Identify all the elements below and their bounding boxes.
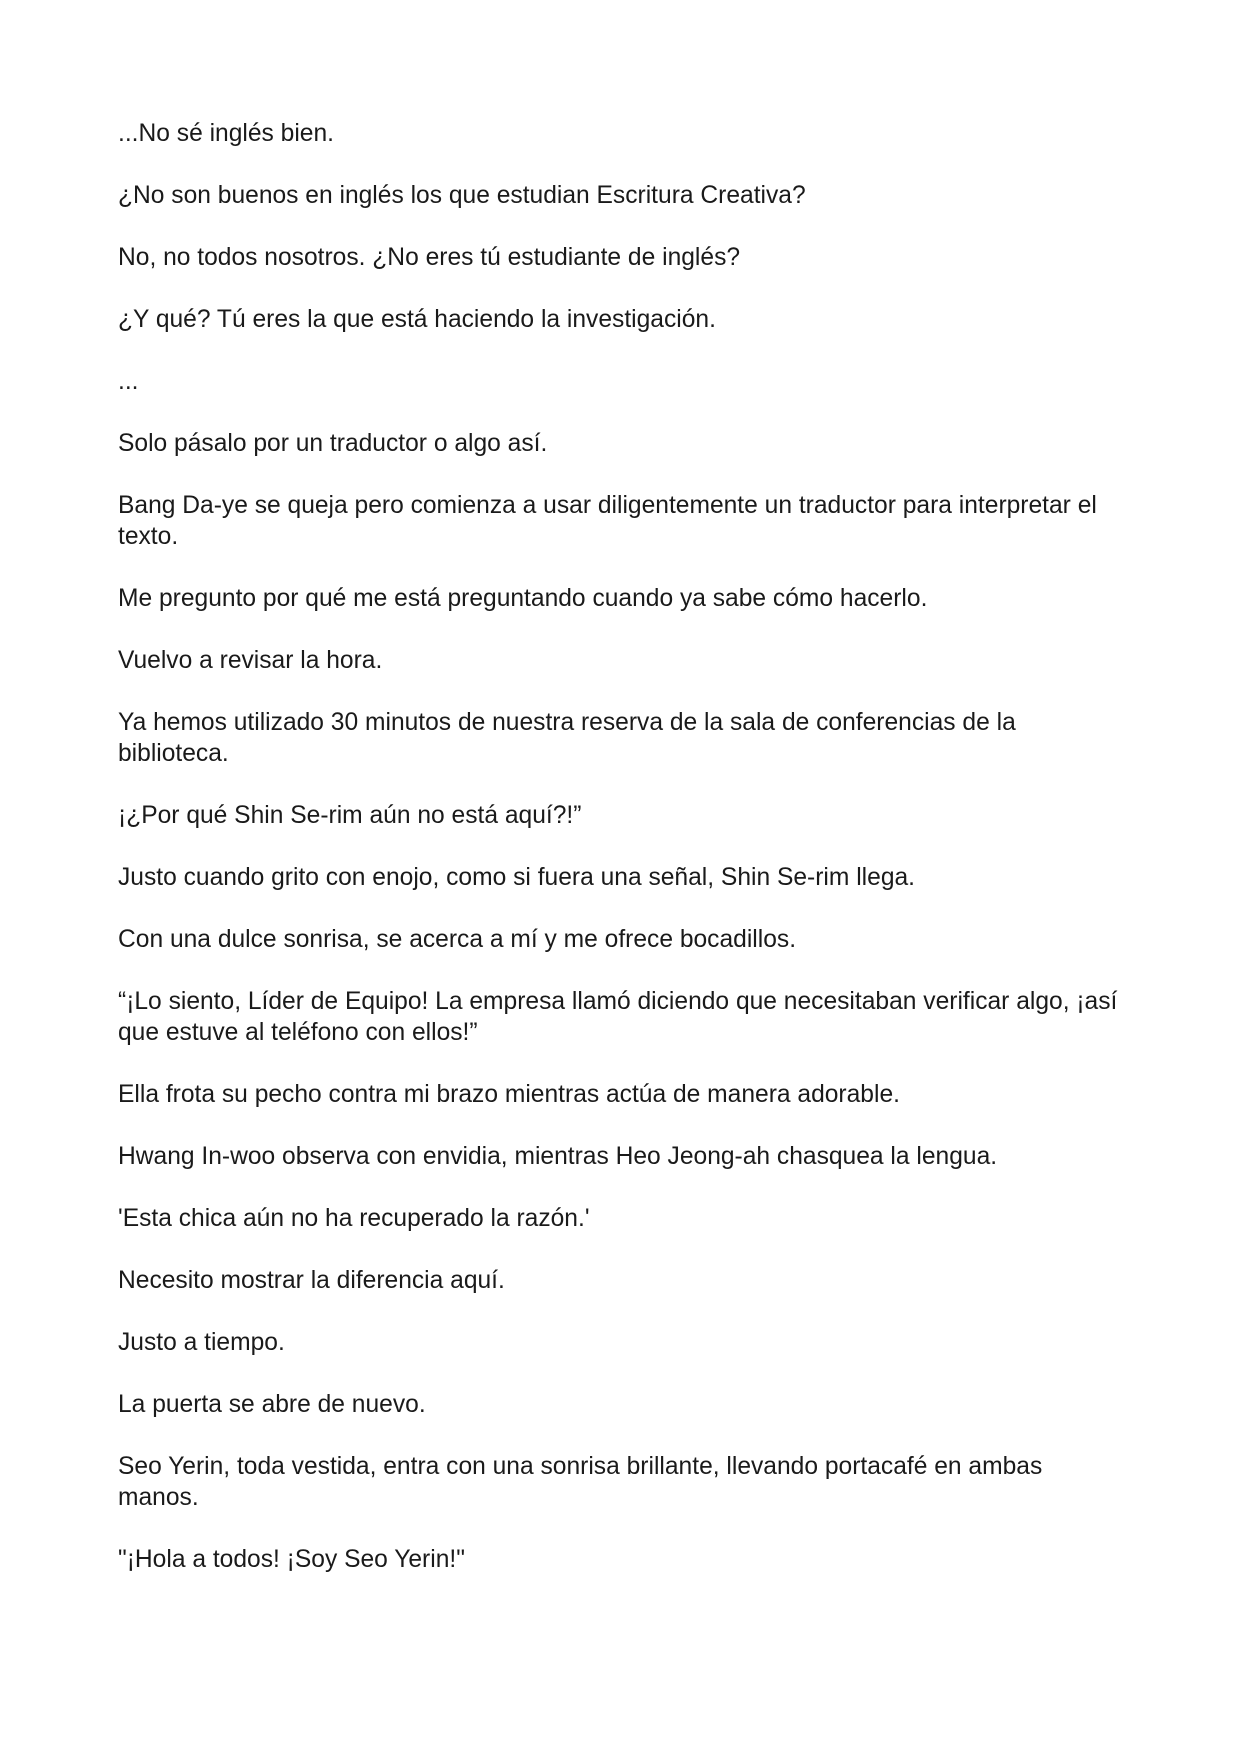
paragraph: La puerta se abre de nuevo.	[118, 1391, 426, 1418]
paragraph: Con una dulce sonrisa, se acerca a mí y me ofrece bocadillos.	[118, 926, 797, 953]
paragraph: ¿No son buenos en inglés los que estudian Escritura Creativa?	[118, 182, 806, 209]
paragraph: No, no todos nosotros. ¿No eres tú estudiante de inglés?	[118, 244, 741, 271]
paragraph: Justo a tiempo.	[118, 1329, 285, 1356]
paragraph: “¡Lo siento, Líder de Equipo! La empresa llamó diciendo que necesitaban verificar algo, ¡así que estuve al teléfono con ellos!”	[118, 988, 1118, 1046]
paragraph: Ella frota su pecho contra mi brazo mientras actúa de manera adorable.	[118, 1081, 900, 1108]
paragraph: Me pregunto por qué me está preguntando cuando ya sabe cómo hacerlo.	[118, 585, 928, 612]
document-body	[118, 118, 1128, 1575]
paragraph: Solo pásalo por un traductor o algo así.	[118, 430, 548, 457]
paragraph: Hwang In-woo observa con envidia, mientras Heo Jeong-ah chasquea la lengua.	[118, 1143, 998, 1170]
paragraph: Vuelvo a revisar la hora.	[118, 647, 383, 674]
paragraph: Justo cuando grito con enojo, como si fuera una señal, Shin Se-rim llega.	[118, 864, 916, 891]
paragraph: Necesito mostrar la diferencia aquí.	[118, 1267, 505, 1294]
paragraph: ¡¿Por qué Shin Se-rim aún no está aquí?!”	[118, 802, 582, 829]
paragraph: 'Esta chica aún no ha recuperado la razón.'	[118, 1205, 590, 1232]
paragraph: "¡Hola a todos! ¡Soy Seo Yerin!"	[118, 1546, 465, 1573]
paragraph: Bang Da-ye se queja pero comienza a usar diligentemente un traductor para interpretar el texto.	[118, 492, 1097, 550]
paragraph: ...	[118, 368, 139, 395]
paragraph: ¿Y qué? Tú eres la que está haciendo la investigación.	[118, 306, 716, 333]
paragraph: Ya hemos utilizado 30 minutos de nuestra reserva de la sala de conferencias de la biblioteca.	[118, 709, 1016, 767]
paragraph: Seo Yerin, toda vestida, entra con una sonrisa brillante, llevando portacafé en ambas manos.	[118, 1453, 1043, 1511]
paragraph: ...No sé inglés bien.	[118, 120, 334, 147]
